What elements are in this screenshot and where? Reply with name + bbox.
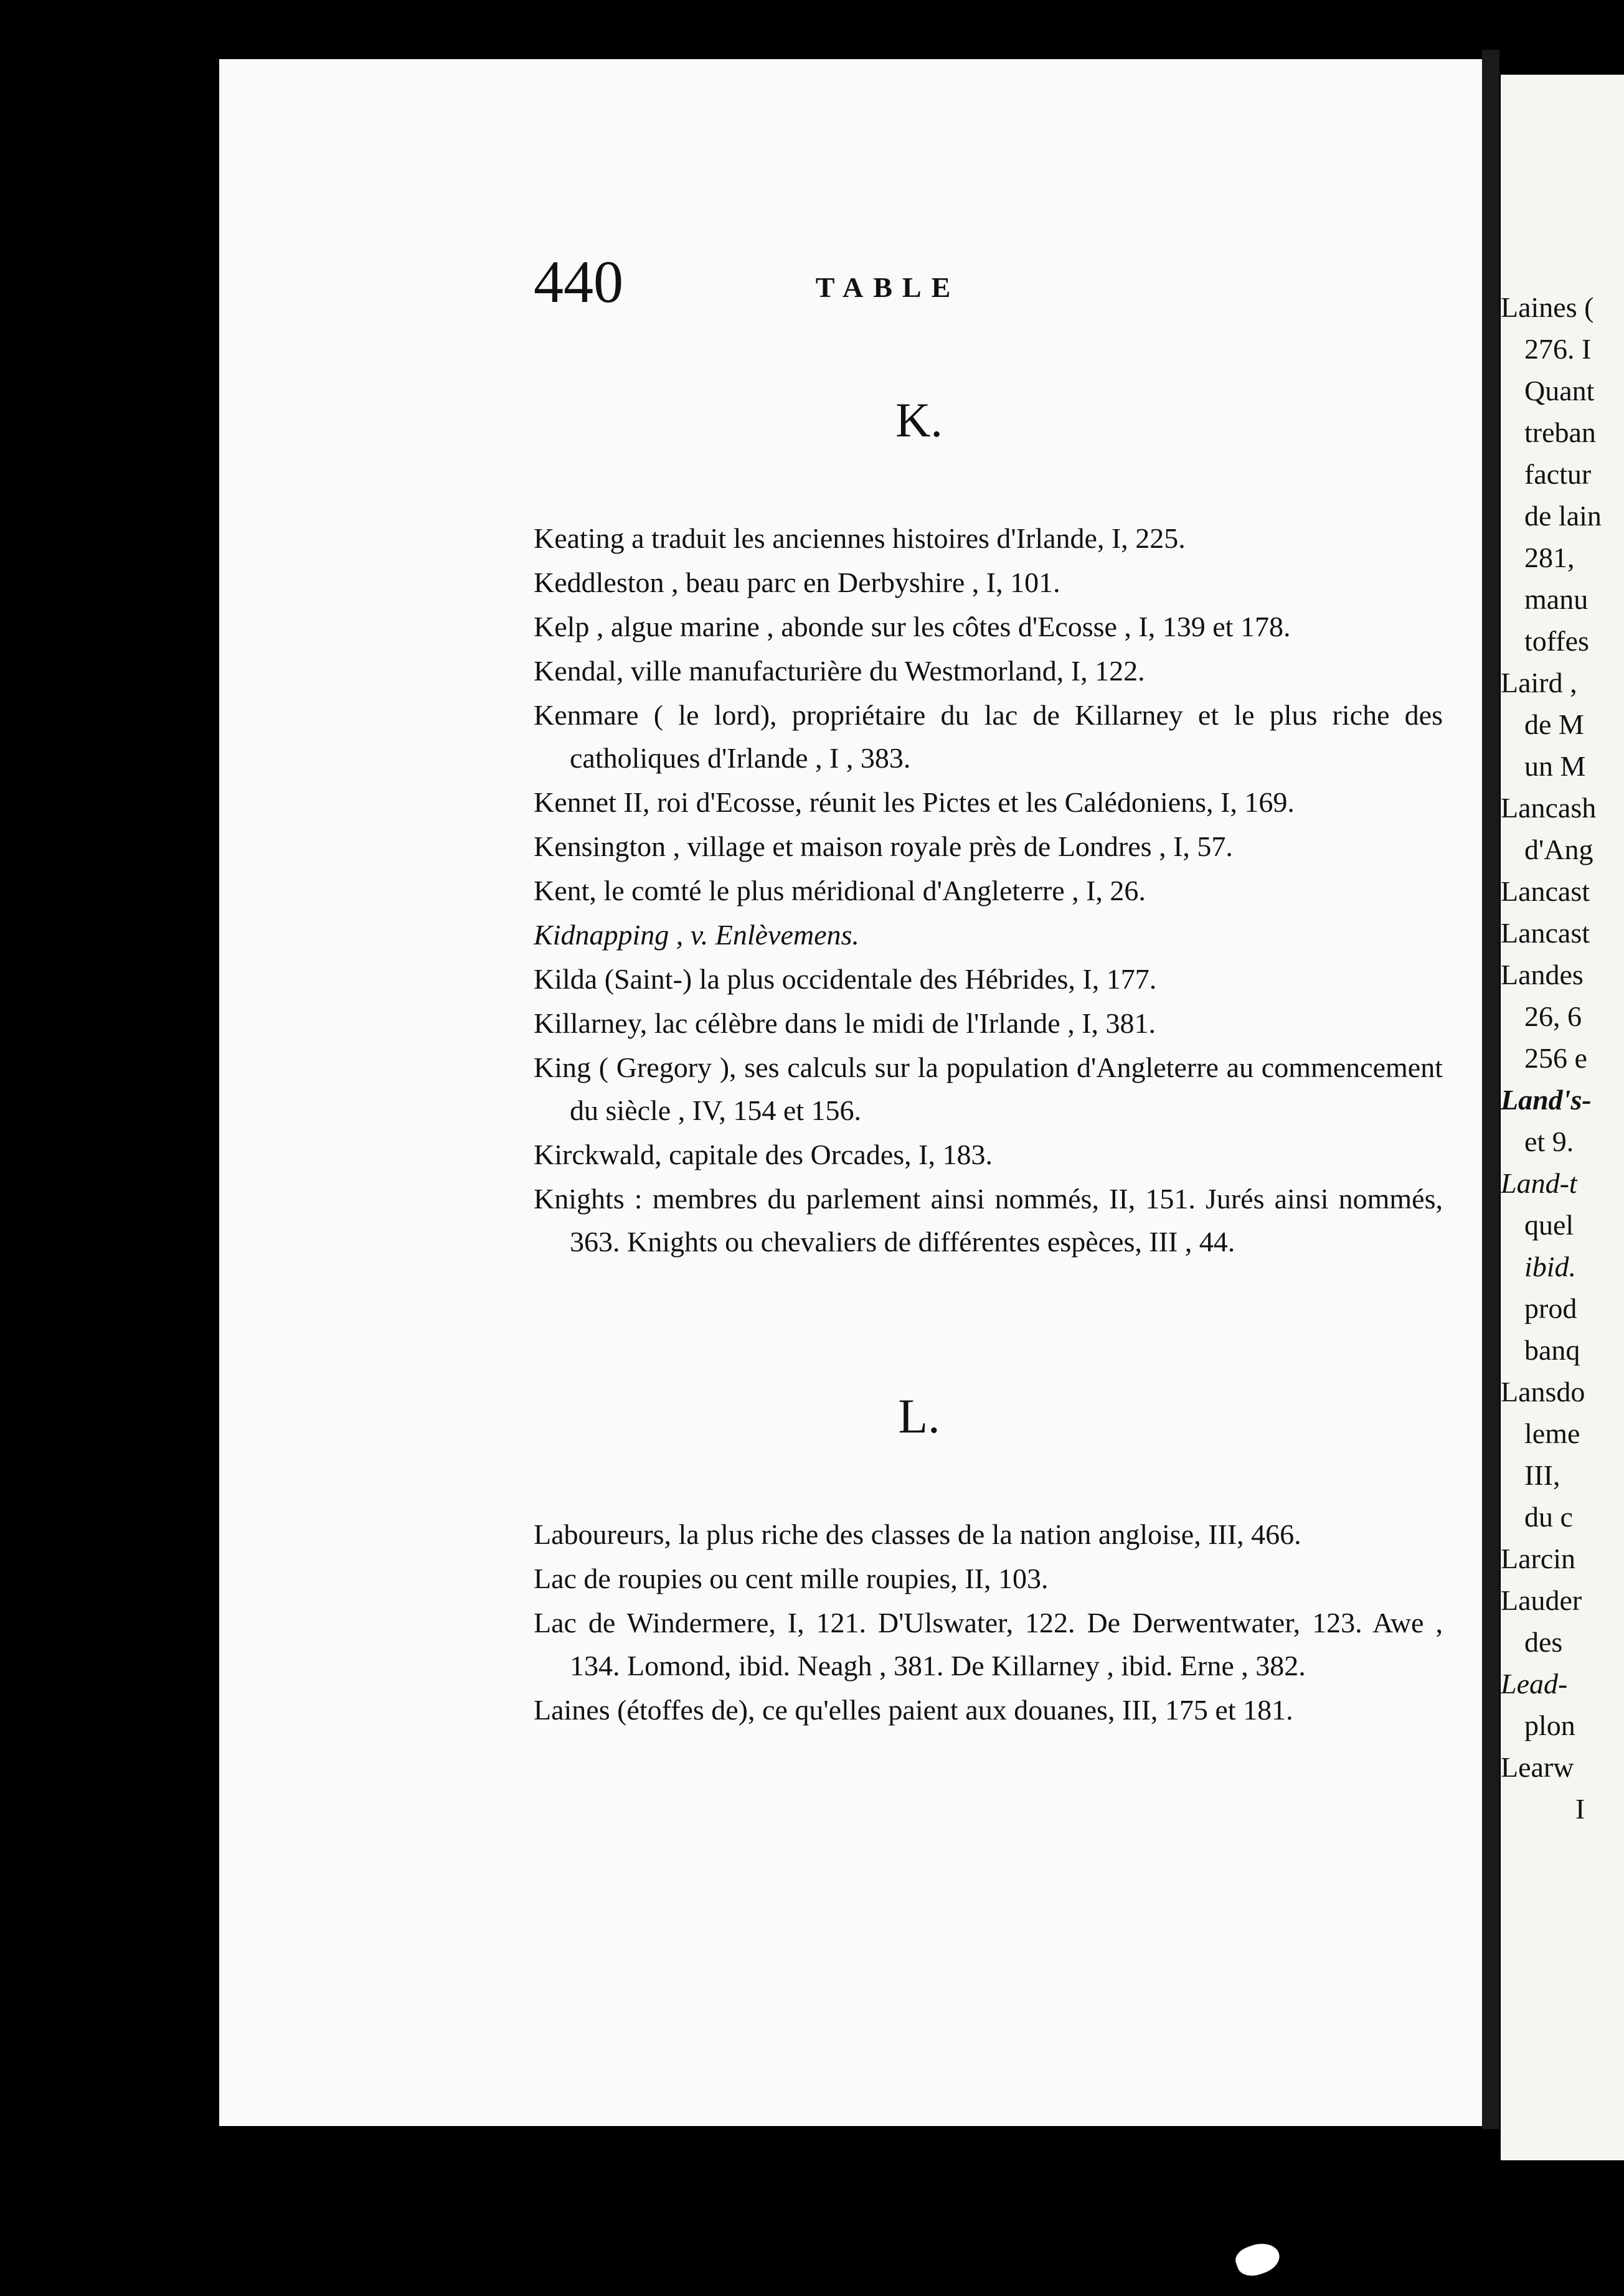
right-page-line: manu [1524,583,1589,615]
right-page-text [1501,286,1624,1830]
index-entry: Kennet II, roi d'Ecosse, réunit les Pictes et les Calédoniens, I, 169. [534,786,1295,818]
index-entry: Laines (étoffes de), ce qu'elles paient aux douanes, III, 175 et 181. [534,1694,1293,1726]
index-entry: Laboureurs, la plus riche des classes de la nation angloise, III, 466. [534,1518,1301,1550]
right-page-line: Quant [1524,375,1595,407]
index-entry: Killarney, lac célèbre dans le midi de l'Irlande , I, 381. [534,1007,1156,1039]
scan-artifact [1232,2237,1283,2280]
index-entry: Kirckwald, capitale des Orcades, I, 183. [534,1139,993,1170]
right-page-line: un M [1524,750,1586,782]
page-header [219,248,1482,339]
index-entry: Kent, le comté le plus méridional d'Angleterre , I, 26. [534,875,1146,906]
index-entry: Kilda (Saint-) la plus occidentale des Hébrides, I, 177. [534,963,1157,995]
index-entries-k [534,517,1443,1264]
index-entry: Lac de roupies ou cent mille roupies, II, 103. [534,1563,1049,1594]
right-page-line: toffes [1524,625,1589,657]
index-entry: Kensington , village et maison royale près de Londres , I, 57. [534,830,1233,862]
right-page-line: Lancast [1501,917,1590,949]
running-title: TABLE [815,271,961,303]
right-page-line: leme [1524,1418,1580,1449]
index-entries-l [534,1513,1443,1733]
right-page-line: 26, 6 [1524,1000,1582,1032]
section-heading-k: K. [895,393,943,447]
index-entry: King ( Gregory ), ses calculs sur la population d'Angleterre au commencement du siècle , IV, 154 et 156. [534,1052,1443,1126]
right-page-line: quel [1524,1209,1574,1241]
right-page-line: Lead- [1501,1668,1568,1700]
right-page-line: Lauder [1501,1584,1582,1616]
right-page-line: III, [1524,1459,1560,1491]
right-page-line: Lancast [1501,875,1590,907]
right-page-line: Land's- [1501,1084,1592,1116]
index-entry: Keating a traduit les anciennes histoires d'Irlande, I, 225. [534,522,1186,554]
right-page-line: treban [1524,416,1596,448]
right-page-line: ibid. [1524,1251,1577,1282]
index-entry: Kendal, ville manufacturière du Westmorland, I, 122. [534,655,1145,687]
right-page-line: Larcin [1501,1543,1576,1574]
right-page-line: Learw [1501,1751,1574,1783]
right-page-line: Laird , [1501,667,1577,699]
right-page-line: prod [1524,1292,1577,1324]
right-page-line: du c [1524,1501,1573,1533]
right-page-line: plon [1524,1710,1575,1741]
left-page [219,59,1482,2126]
right-page-line: d'Ang [1524,834,1593,865]
right-page-line: factur [1524,458,1592,490]
right-page-line: Landes [1501,959,1584,990]
index-entry: Kidnapping , v. Enlèvemens. [534,919,859,951]
right-page-line: de M [1524,708,1584,740]
index-entry: Keddleston , beau parc en Derbyshire , I, 101. [534,567,1060,598]
index-entry: Lac de Windermere, I, 121. D'Ulswater, 122. De Derwentwater, 123. Awe , 134. Lomond, ibid. Neagh , 381. De Killarney , ibid. Erne , 382. [534,1607,1443,1682]
right-page-line: des [1524,1626,1563,1658]
index-entry: Kelp , algue marine , abonde sur les côtes d'Ecosse , I, 139 et 178. [534,611,1291,642]
right-page-line: Lansdo [1501,1376,1585,1408]
index-entry: Kenmare ( le lord), propriétaire du lac de Killarney et le plus riche des catholiques d'Irlande , I , 383. [534,699,1443,774]
right-page-line: Land-t [1501,1167,1577,1199]
right-page-line: de lain [1524,500,1602,532]
right-page-line: et 9. [1524,1126,1574,1157]
right-page-line: Lancash [1501,792,1597,824]
section-heading-l: L. [898,1389,940,1443]
right-page-line: I [1575,1793,1585,1825]
page-number: 440 [534,248,623,315]
right-page-line: 281, [1524,542,1575,573]
right-page-line: Laines ( [1501,291,1594,323]
book-gutter [1482,50,1499,2129]
right-page-line: 276. I [1524,333,1592,365]
right-page-line: banq [1524,1334,1580,1366]
right-page-line: 256 e [1524,1042,1587,1074]
index-entry: Knights : membres du parlement ainsi nommés, II, 151. Jurés ainsi nommés, 363. Knights ou chevaliers de différentes espèces, III , 44. [534,1183,1443,1258]
